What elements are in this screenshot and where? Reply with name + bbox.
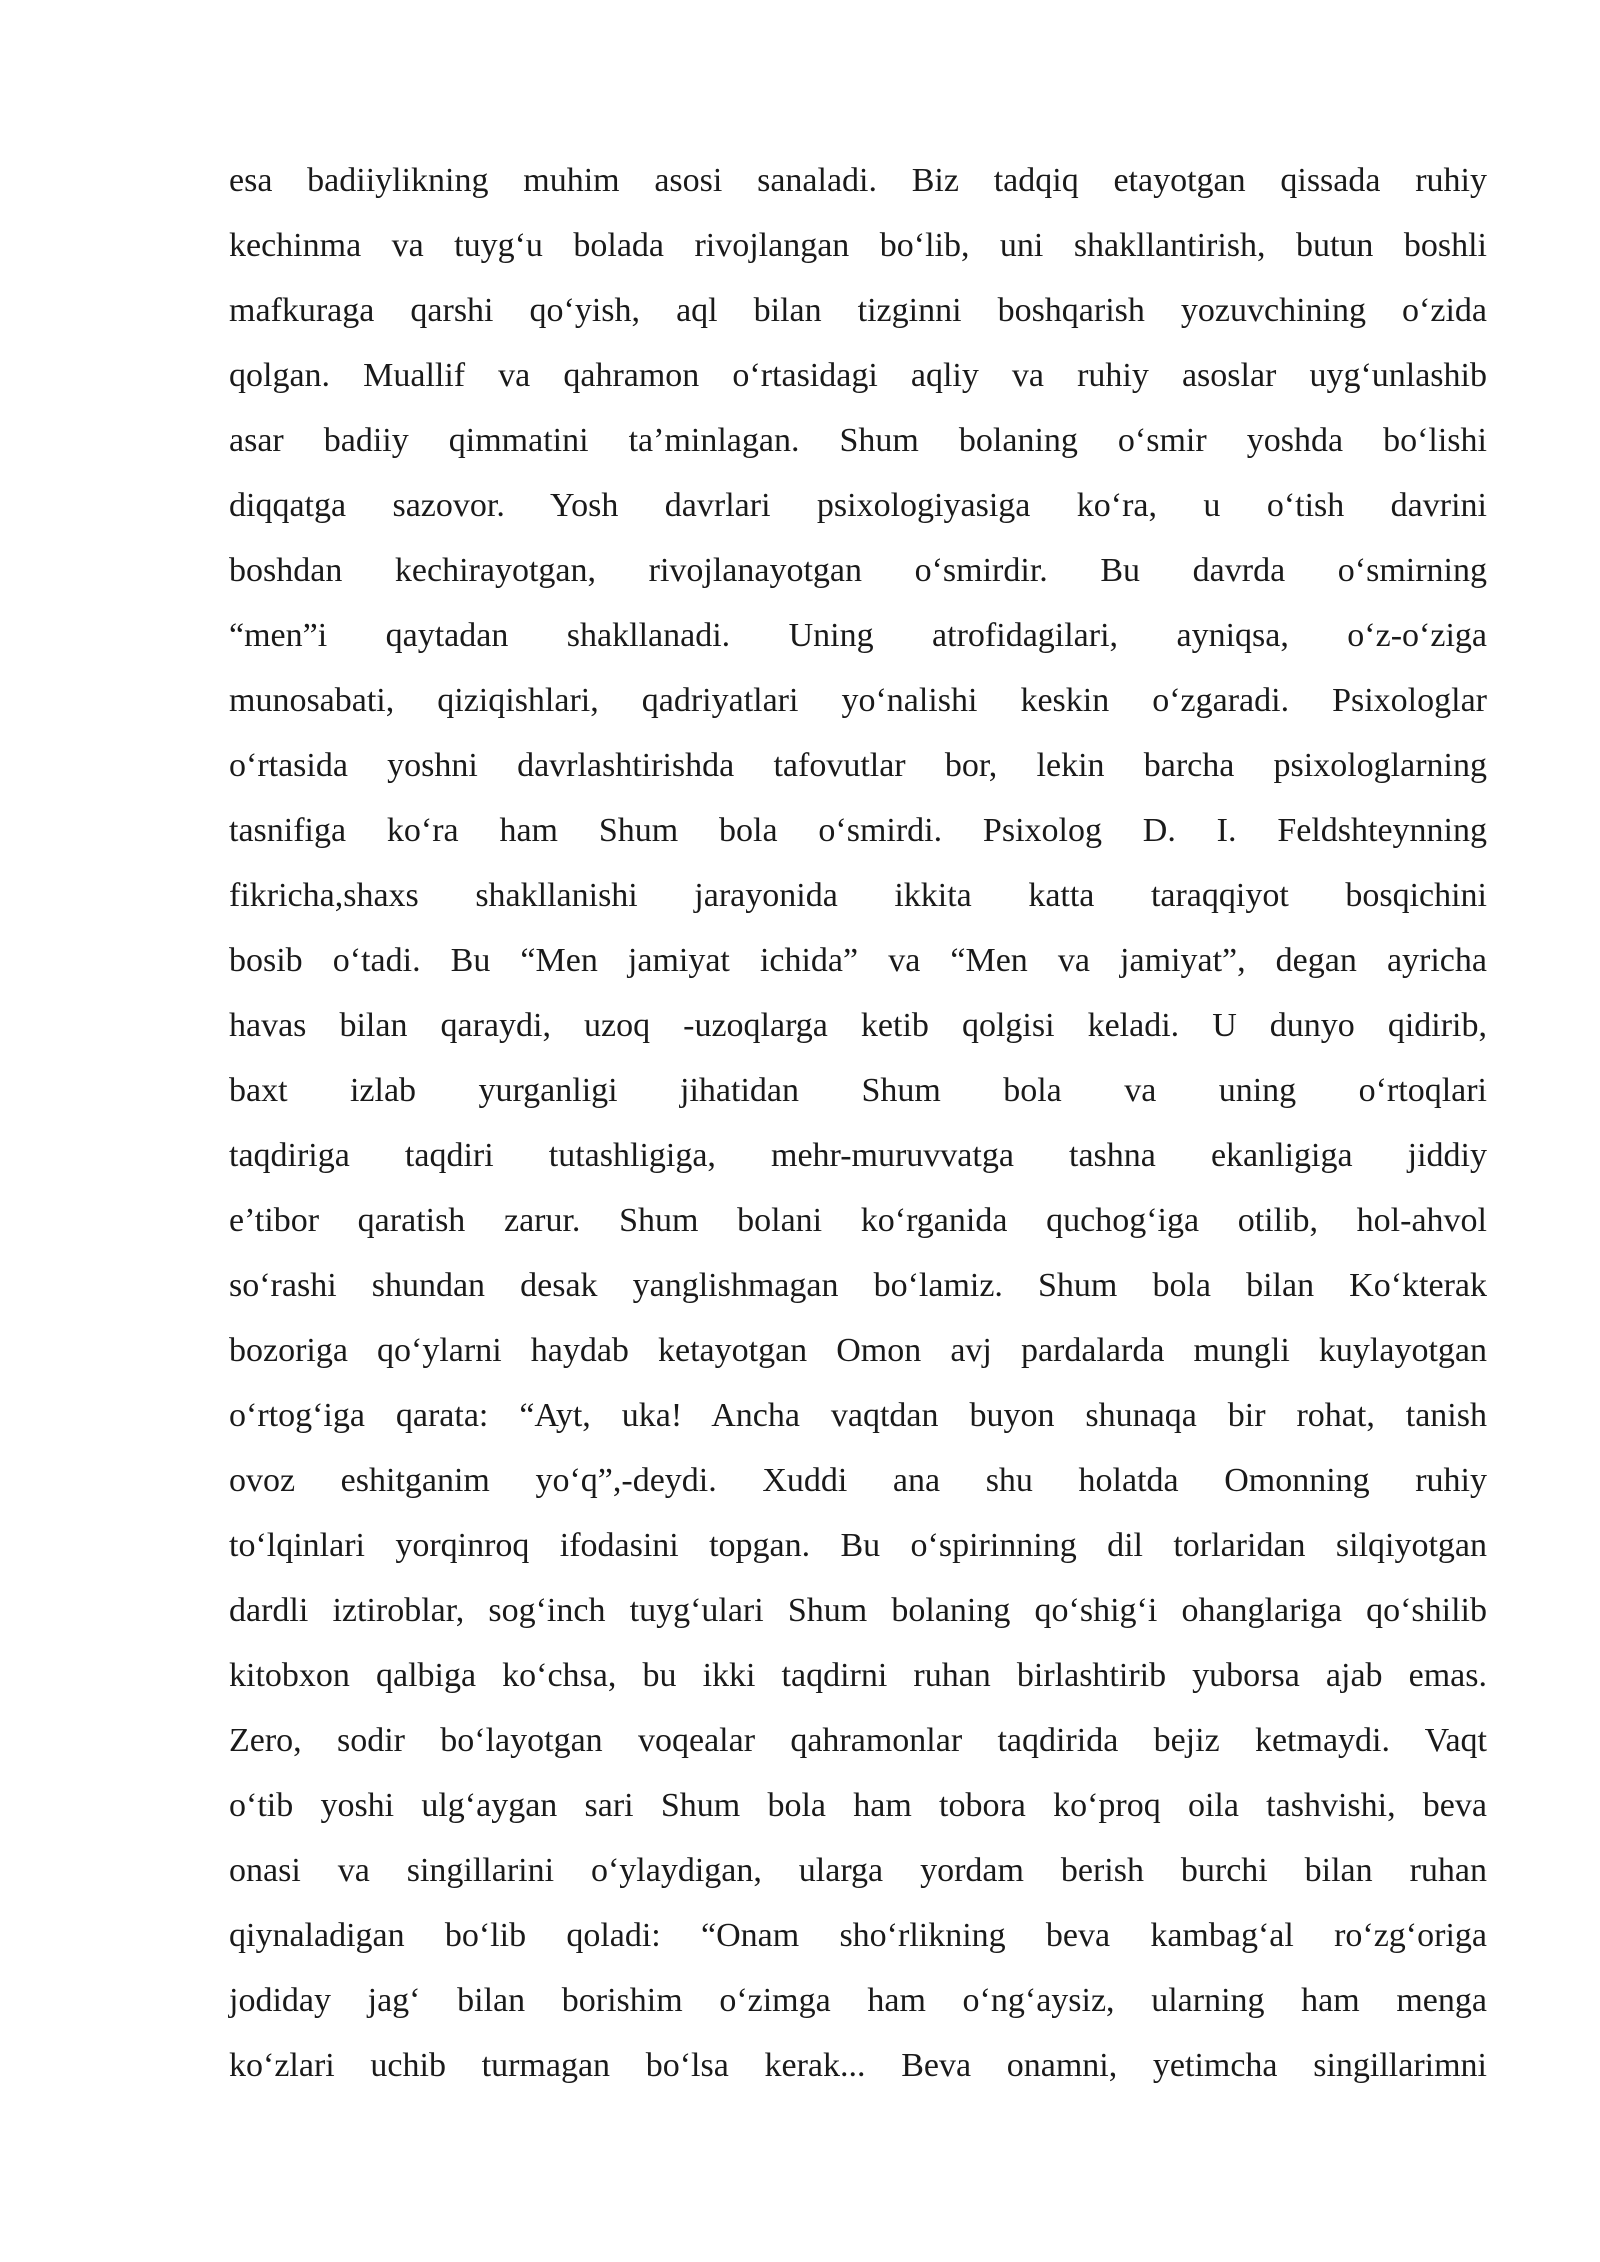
text-line: taqdiriga taqdiri tutashligiga, mehr-muruvvatga tashna ekanligiga jiddiy	[229, 1137, 1487, 1174]
text-line: bosib o‘tadi. Bu “Men jamiyat ichida” va “Men va jamiyat”, degan ayricha	[229, 942, 1487, 979]
text-line: havas bilan qaraydi, uzoq -uzoqlarga ketib qolgisi keladi. U dunyo qidirib,	[229, 1007, 1487, 1044]
text-line: dardli iztiroblar, sog‘inch tuyg‘ulari Shum bolaning qo‘shig‘i ohanglariga qo‘shilib	[229, 1592, 1487, 1629]
text-line: asar badiiy qimmatini ta’minlagan. Shum bolaning o‘smir yoshda bo‘lishi	[229, 422, 1487, 459]
text-line: e’tibor qaratish zarur. Shum bolani ko‘rganida quchog‘iga otilib, hol-ahvol	[229, 1202, 1487, 1239]
text-line: tasnifiga ko‘ra ham Shum bola o‘smirdi. Psixolog D. I. Feldshteynning	[229, 812, 1487, 849]
body-paragraph	[229, 148, 1487, 2098]
text-line: bozoriga qo‘ylarni haydab ketayotgan Omon avj pardalarda mungli kuylayotgan	[229, 1332, 1487, 1369]
text-line: kitobxon qalbiga ko‘chsa, bu ikki taqdirni ruhan birlashtirib yuborsa ajab emas.	[229, 1657, 1487, 1694]
text-line: o‘tib yoshi ulg‘aygan sari Shum bola ham tobora ko‘proq oila tashvishi, beva	[229, 1787, 1487, 1824]
text-line: o‘rtog‘iga qarata: “Ayt, uka! Ancha vaqtdan buyon shunaqa bir rohat, tanish	[229, 1397, 1487, 1434]
text-line: baxt izlab yurganligi jihatidan Shum bola va uning o‘rtoqlari	[229, 1072, 1487, 1109]
text-line: munosabati, qiziqishlari, qadriyatlari yo‘nalishi keskin o‘zgaradi. Psixologlar	[229, 682, 1487, 719]
text-line: boshdan kechirayotgan, rivojlanayotgan o‘smirdir. Bu davrda o‘smirning	[229, 552, 1487, 589]
text-line: so‘rashi shundan desak yanglishmagan bo‘lamiz. Shum bola bilan Ko‘kterak	[229, 1267, 1487, 1304]
text-line: diqqatga sazovor. Yosh davrlari psixologiyasiga ko‘ra, u o‘tish davrini	[229, 487, 1487, 524]
text-line: Zero, sodir bo‘layotgan voqealar qahramonlar taqdirida bejiz ketmaydi. Vaqt	[229, 1722, 1487, 1759]
text-line: esa badiiylikning muhim asosi sanaladi. Biz tadqiq etayotgan qissada ruhiy	[229, 162, 1487, 199]
text-line: qolgan. Muallif va qahramon o‘rtasidagi aqliy va ruhiy asoslar uyg‘unlashib	[229, 357, 1487, 394]
text-line: to‘lqinlari yorqinroq ifodasini topgan. Bu o‘spirinning dil torlaridan silqiyotgan	[229, 1527, 1487, 1564]
text-line: jodiday jag‘ bilan borishim o‘zimga ham o‘ng‘aysiz, ularning ham menga	[229, 1982, 1487, 2019]
text-line: mafkuraga qarshi qo‘yish, aql bilan tizginni boshqarish yozuvchining o‘zida	[229, 292, 1487, 329]
text-line: o‘rtasida yoshni davrlashtirishda tafovutlar bor, lekin barcha psixologlarning	[229, 747, 1487, 784]
text-line: kechinma va tuyg‘u bolada rivojlangan bo‘lib, uni shakllantirish, butun boshli	[229, 227, 1487, 264]
text-line: ko‘zlari uchib turmagan bo‘lsa kerak... Beva onamni, yetimcha singillarimni	[229, 2047, 1487, 2084]
text-line: qiynaladigan bo‘lib qoladi: “Onam sho‘rlikning beva kambag‘al ro‘zg‘origa	[229, 1917, 1487, 1954]
text-line: onasi va singillarini o‘ylaydigan, ularga yordam berish burchi bilan ruhan	[229, 1852, 1487, 1889]
text-line: ovoz eshitganim yo‘q”,-deydi. Xuddi ana shu holatda Omonning ruhiy	[229, 1462, 1487, 1499]
text-line: fikricha,shaxs shakllanishi jarayonida ikkita katta taraqqiyot bosqichini	[229, 877, 1487, 914]
text-line: “men”i qaytadan shakllanadi. Uning atrofidagilari, ayniqsa, o‘z-o‘ziga	[229, 617, 1487, 654]
